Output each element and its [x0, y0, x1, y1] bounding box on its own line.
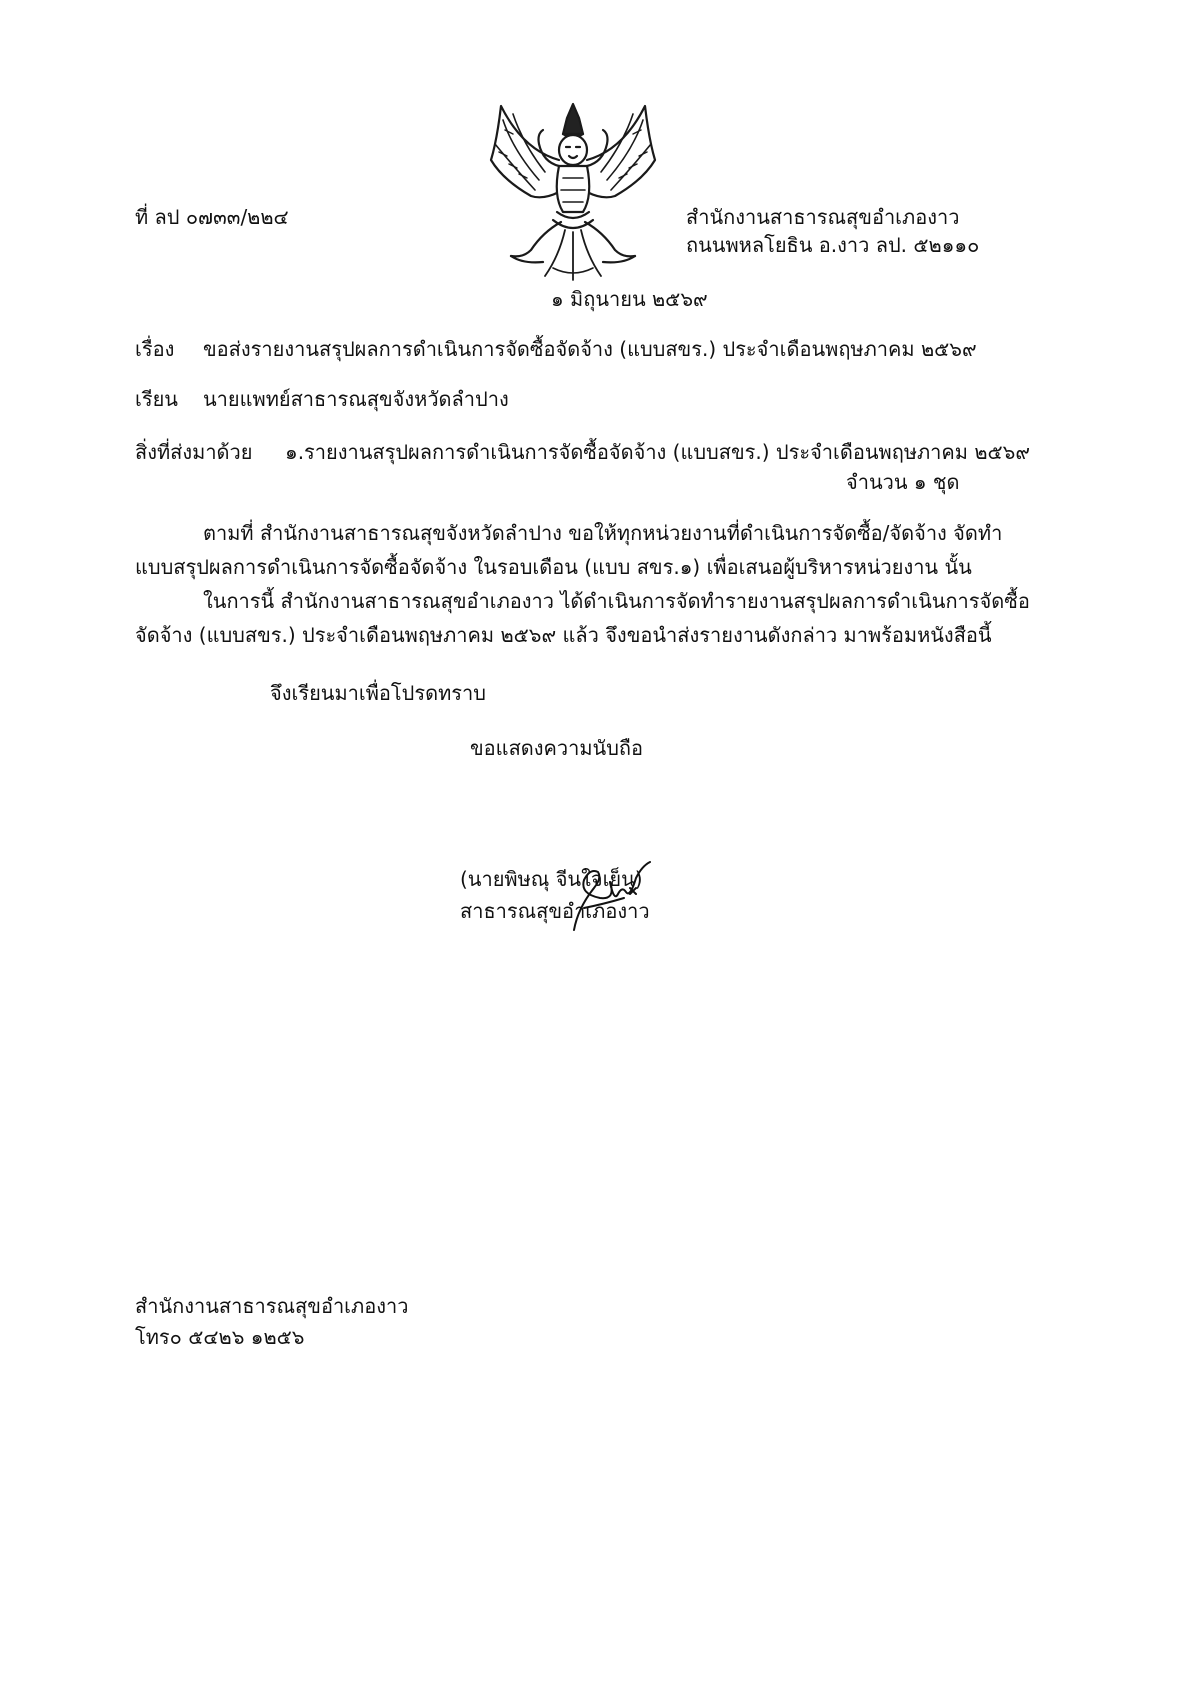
- sender-org: สำนักงานสาธารณสุขอำเภองาว: [686, 205, 960, 229]
- enclosure-label: สิ่งที่ส่งมาด้วย: [135, 440, 253, 464]
- body-line-1: ตามที่ สำนักงานสาธารณสุขจังหวัดลำปาง ขอให้ทุกหน่วยงานที่ดำเนินการจัดซื้อ/จัดจ้าง จัดทำ: [203, 521, 1003, 545]
- sender-address: ถนนพหลโยธิน อ.งาว ลป. ๕๒๑๑๐: [686, 233, 980, 257]
- recipient-text: นายแพทย์สาธารณสุขจังหวัดลำปาง: [203, 387, 509, 411]
- closing-request: จึงเรียนมาเพื่อโปรดทราบ: [270, 681, 486, 705]
- recipient-label: เรียน: [135, 387, 178, 411]
- subject-text: ขอส่งรายงานสรุปผลการดำเนินการจัดซื้อจัดจ้าง (แบบสขร.) ประจำเดือนพฤษภาคม ๒๕๖๙: [203, 337, 977, 361]
- signatory-name: (นายพิษณุ จีนใจเย็น): [460, 867, 643, 891]
- body-line-2: แบบสรุปผลการดำเนินการจัดซื้อจัดจ้าง ในรอบเดือน (แบบ สขร.๑) เพื่อเสนอผู้บริหารหน่วยงาน นั้น: [135, 555, 972, 579]
- subject-label: เรื่อง: [135, 337, 175, 361]
- body-line-4: จัดจ้าง (แบบสขร.) ประจำเดือนพฤษภาคม ๒๕๖๙ แล้ว จึงขอนำส่งรายงานดังกล่าว มาพร้อมหนังสือนี้: [135, 623, 992, 647]
- body-line-3: ในการนี้ สำนักงานสาธารณสุขอำเภองาว ได้ดำเนินการจัดทำรายงานสรุปผลการดำเนินการจัดซื้อ: [203, 589, 1030, 613]
- enclosure-text: ๑.รายงานสรุปผลการดำเนินการจัดซื้อจัดจ้าง (แบบสขร.) ประจำเดือนพฤษภาคม ๒๕๖๙: [285, 440, 1030, 464]
- signatory-title: สาธารณสุขอำเภองาว: [460, 899, 650, 923]
- garuda-emblem: [483, 100, 663, 285]
- footer-phone: โทร๐ ๕๔๒๖ ๑๒๕๖: [135, 1325, 305, 1349]
- footer-org: สำนักงานสาธารณสุขอำเภองาว: [135, 1294, 409, 1318]
- document-number: ที่ ลป ๐๗๓๓/๒๒๔: [135, 205, 289, 229]
- complimentary-close: ขอแสดงความนับถือ: [470, 736, 644, 760]
- letter-date: ๑ มิถุนายน ๒๕๖๙: [551, 287, 708, 311]
- enclosure-quantity: จำนวน ๑ ชุด: [846, 470, 960, 494]
